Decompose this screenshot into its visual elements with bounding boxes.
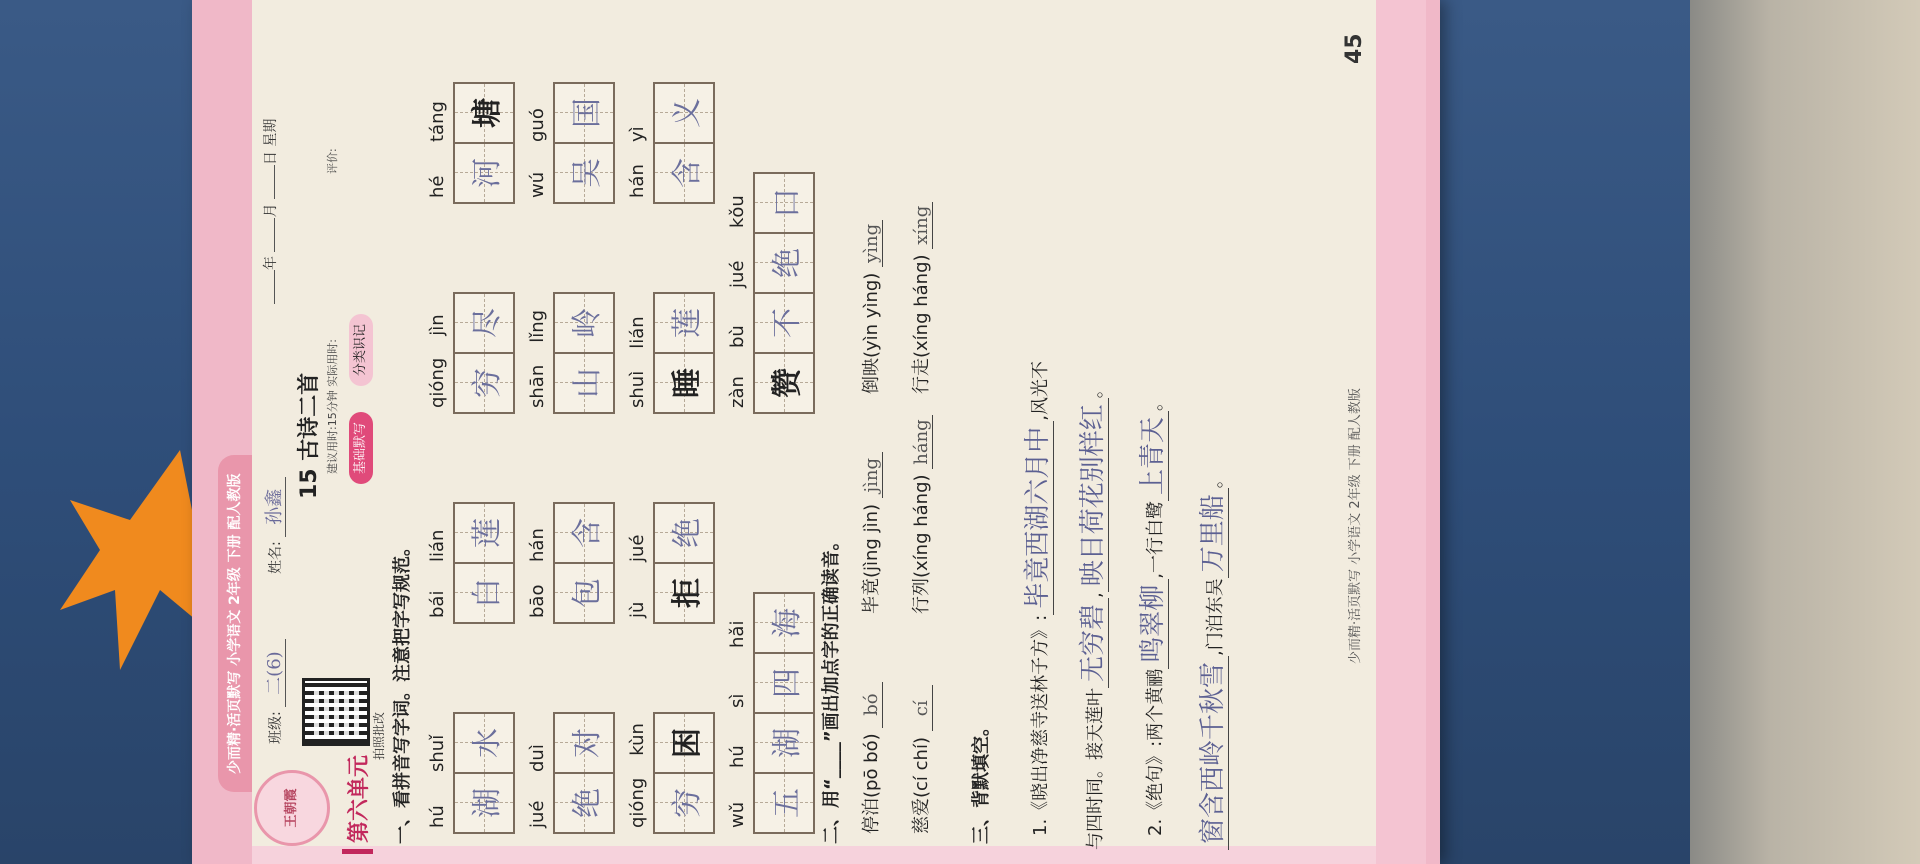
- q1-word: [527, 264, 615, 414]
- written-character: 口: [770, 188, 805, 218]
- q1-word: [627, 684, 715, 834]
- q3-line3-prefix: 2.《绝句》:两个黄鹂: [1145, 668, 1166, 836]
- pinyin-syllable: guó: [527, 108, 548, 142]
- written-character: 白: [470, 578, 505, 608]
- q3-line-1: [1017, 361, 1054, 836]
- pinyin-syllable: hán: [527, 528, 548, 562]
- writing-box: [653, 142, 715, 204]
- class-field: [260, 639, 286, 744]
- q2-item-text: 行列(xíng háng): [911, 474, 932, 614]
- pinyin-syllable: yì: [627, 126, 648, 142]
- writing-box: [753, 712, 815, 774]
- q1-word: [627, 474, 715, 624]
- written-character: 困: [670, 728, 705, 758]
- side-stripe: [252, 846, 1426, 864]
- q3-line-3: [1132, 393, 1169, 836]
- date-field: [260, 119, 280, 304]
- written-character: 莲: [670, 308, 705, 338]
- written-character: 塘: [470, 98, 505, 128]
- q1-word: [527, 54, 615, 204]
- written-character: 吴: [570, 158, 605, 188]
- pinyin-syllable: hǎi: [727, 620, 748, 648]
- q2-title: 二、用“____”画出加点字的正确读音。: [821, 532, 842, 844]
- q2-item-answer: cí: [911, 685, 933, 731]
- q3-line3-end: 。: [1145, 392, 1166, 411]
- q3-answer-4: 鸣翠柳: [1138, 579, 1169, 669]
- qr-label: 拍照批改: [372, 711, 386, 760]
- written-character: 含: [670, 158, 705, 188]
- q2-item-answer: xíng: [911, 202, 933, 249]
- written-character: 穷: [470, 368, 505, 398]
- pinyin-syllable: shuǐ: [427, 734, 448, 772]
- written-character: 义: [670, 98, 705, 128]
- page-number: 45: [1342, 33, 1367, 64]
- writing-box: [453, 772, 515, 834]
- class-value: 二(6): [264, 639, 286, 707]
- writing-box: [553, 82, 615, 144]
- q3-answer-3: 映日荷花别样红: [1078, 398, 1109, 592]
- writing-box: [553, 352, 615, 414]
- q1-word: [427, 684, 515, 834]
- writing-box: [453, 712, 515, 774]
- pinyin-syllable: duì: [527, 744, 548, 772]
- q2-item-answer: jìng: [861, 452, 883, 498]
- pinyin-syllable: jué: [627, 534, 648, 562]
- writing-box: [453, 82, 515, 144]
- q1-word: [527, 684, 615, 834]
- q3-answer-1: 毕竟西湖六月中: [1023, 421, 1054, 615]
- written-character: 岭: [570, 308, 605, 338]
- tag-basic: 基础默写: [349, 412, 373, 484]
- writing-box: [653, 772, 715, 834]
- writing-box: [753, 292, 815, 354]
- date-weekday: 星期: [263, 118, 279, 147]
- written-character: 包: [570, 578, 605, 608]
- q3-answer-6: 窗含西岭千秋雪: [1198, 656, 1229, 850]
- pinyin-syllable: hú: [427, 805, 448, 828]
- writing-box: [553, 502, 615, 564]
- writing-box: [753, 352, 815, 414]
- writing-box: [553, 712, 615, 774]
- unit-title: 第六单元: [342, 755, 373, 854]
- date-month: 月: [263, 203, 279, 218]
- written-character: 拒: [670, 578, 705, 608]
- written-character: 河: [470, 158, 505, 188]
- q1-word: [727, 174, 815, 414]
- written-character: 国: [570, 98, 605, 128]
- logo-text: 王朝霞: [284, 788, 299, 828]
- q3-line1-prefix: 1.《晓出净慈寺送林子方》:: [1030, 614, 1051, 836]
- writing-box: [753, 172, 815, 234]
- writing-box: [653, 712, 715, 774]
- q1-word: [427, 264, 515, 414]
- class-label: 班级:: [268, 711, 284, 744]
- written-character: 绝: [770, 248, 805, 278]
- written-character: 湖: [470, 788, 505, 818]
- pinyin-syllable: hé: [427, 175, 448, 198]
- written-character: 含: [570, 518, 605, 548]
- written-character: 莲: [470, 518, 505, 548]
- pinyin-syllable: bái: [427, 590, 448, 618]
- written-character: 绝: [570, 788, 605, 818]
- q2-item: [907, 415, 933, 614]
- q3-line2-end: 。: [1085, 380, 1106, 399]
- desk-background: [1690, 0, 1920, 864]
- written-character: 不: [770, 308, 805, 338]
- writing-box: [453, 352, 515, 414]
- q1-word: [627, 54, 715, 204]
- writing-box: [753, 652, 815, 714]
- q1-word: [427, 474, 515, 624]
- pinyin-syllable: wú: [527, 171, 548, 198]
- footer-band: [1376, 0, 1426, 864]
- q3-line3-mid: ,一行白鹭: [1145, 501, 1166, 579]
- date-day: 日: [263, 151, 279, 166]
- pinyin-syllable: jué: [527, 800, 548, 828]
- writing-box: [653, 562, 715, 624]
- worksheet-page: [192, 0, 1440, 864]
- q3-line-4: [1192, 470, 1229, 850]
- q3-title: 三、背默填空。: [971, 718, 992, 844]
- q2-item-text: 倒映(yìn yìng): [861, 272, 882, 394]
- writing-box: [553, 142, 615, 204]
- date-year: 年: [263, 256, 279, 270]
- q1-word: [527, 474, 615, 624]
- writing-box: [553, 562, 615, 624]
- pinyin-syllable: shuì: [627, 370, 648, 408]
- pinyin-syllable: qióng: [427, 357, 448, 408]
- written-character: 穷: [670, 788, 705, 818]
- writing-box: [553, 292, 615, 354]
- writing-box: [653, 292, 715, 354]
- pinyin-syllable: wǔ: [727, 801, 748, 828]
- q2-item: [857, 220, 883, 394]
- pinyin-syllable: qióng: [627, 777, 648, 828]
- written-character: 水: [470, 728, 505, 758]
- written-character: 海: [770, 608, 805, 638]
- writing-box: [753, 772, 815, 834]
- q2-item-text: 慈爱(cí chí): [911, 737, 932, 834]
- pinyin-syllable: lián: [627, 316, 648, 349]
- q1-word: [627, 264, 715, 414]
- footer-text: 少而精·活页默写 小学语文 2年级 下册 配人教版: [1348, 388, 1363, 664]
- writing-box: [453, 142, 515, 204]
- q2-item-answer: bó: [861, 682, 883, 728]
- pinyin-syllable: zàn: [727, 376, 748, 408]
- series-tab: 少而精·活页默写 小学语文 2年级 下册 配人教版: [218, 455, 252, 792]
- writing-box: [453, 292, 515, 354]
- writing-box: [553, 772, 615, 834]
- tag-sort: 分类识记: [349, 314, 373, 386]
- time-line: 建议用时:15分钟 实际用时:: [326, 339, 339, 474]
- q2-item-text: 停泊(pō bó): [861, 733, 882, 834]
- q1-title: 一、看拼音写字词。注意把字写规范。: [392, 538, 413, 844]
- written-character: 睡: [670, 368, 705, 398]
- writing-box: [653, 352, 715, 414]
- pinyin-syllable: lián: [427, 529, 448, 562]
- written-character: 对: [570, 728, 605, 758]
- written-character: 绝: [670, 518, 705, 548]
- pinyin-syllable: shān: [527, 364, 548, 408]
- writing-box: [653, 502, 715, 564]
- q2-item: [857, 452, 883, 614]
- written-character: 湖: [770, 728, 805, 758]
- q2-item: [857, 682, 883, 834]
- written-character: 尽: [470, 308, 505, 338]
- q1-word: [427, 54, 515, 204]
- writing-box: [653, 82, 715, 144]
- pinyin-syllable: kùn: [627, 723, 648, 756]
- q1-word: [727, 594, 815, 834]
- q3-answer-7: 万里船: [1198, 488, 1229, 578]
- name-label: 姓名:: [268, 541, 284, 574]
- q3-line2-prefix: 与四时同。接天莲叶: [1085, 688, 1106, 850]
- written-character: 四: [770, 668, 805, 698]
- q2-item-answer: háng: [911, 415, 933, 468]
- name-field: [260, 477, 286, 574]
- q2-item-text: 毕竟(jìng jìn): [861, 503, 882, 614]
- q3-line2-mid: ,: [1085, 592, 1106, 598]
- pinyin-syllable: jù: [627, 601, 648, 618]
- q3-line1-mid: ,风光不: [1030, 361, 1051, 421]
- pinyin-syllable: lǐng: [527, 309, 548, 343]
- qr-code: [302, 678, 370, 746]
- written-character: 五: [770, 788, 805, 818]
- pinyin-syllable: jué: [727, 260, 748, 288]
- name-value: 孙鑫: [264, 477, 286, 537]
- q3-answer-5: 上青天: [1138, 411, 1169, 501]
- pinyin-syllable: hú: [727, 745, 748, 768]
- writing-box: [453, 562, 515, 624]
- pinyin-syllable: hán: [627, 164, 648, 198]
- writing-box: [453, 502, 515, 564]
- q2-item-text: 行走(xíng háng): [911, 254, 932, 394]
- q3-line-2: [1072, 380, 1109, 850]
- pinyin-syllable: táng: [427, 101, 448, 142]
- q3-line4-mid: ,门泊东吴: [1205, 578, 1226, 656]
- pinyin-syllable: bāo: [527, 584, 548, 618]
- writing-box: [753, 232, 815, 294]
- writing-box: [753, 592, 815, 654]
- written-character: 山: [570, 368, 605, 398]
- pinyin-syllable: bù: [727, 325, 748, 348]
- q2-item: [907, 685, 933, 834]
- q2-item: [907, 202, 933, 394]
- lesson-title: 15 古诗二首: [297, 372, 322, 499]
- q3-answer-2: 无穷碧: [1078, 598, 1109, 688]
- q3-line4-end: 。: [1205, 470, 1226, 489]
- brand-logo: [254, 770, 330, 846]
- q2-item-answer: yìng: [861, 220, 883, 267]
- eval-label: 评价:: [326, 148, 339, 174]
- pinyin-syllable: sì: [727, 693, 748, 708]
- pinyin-syllable: jìn: [427, 314, 448, 336]
- pinyin-syllable: kǒu: [727, 195, 748, 228]
- written-character: 赞: [770, 368, 805, 398]
